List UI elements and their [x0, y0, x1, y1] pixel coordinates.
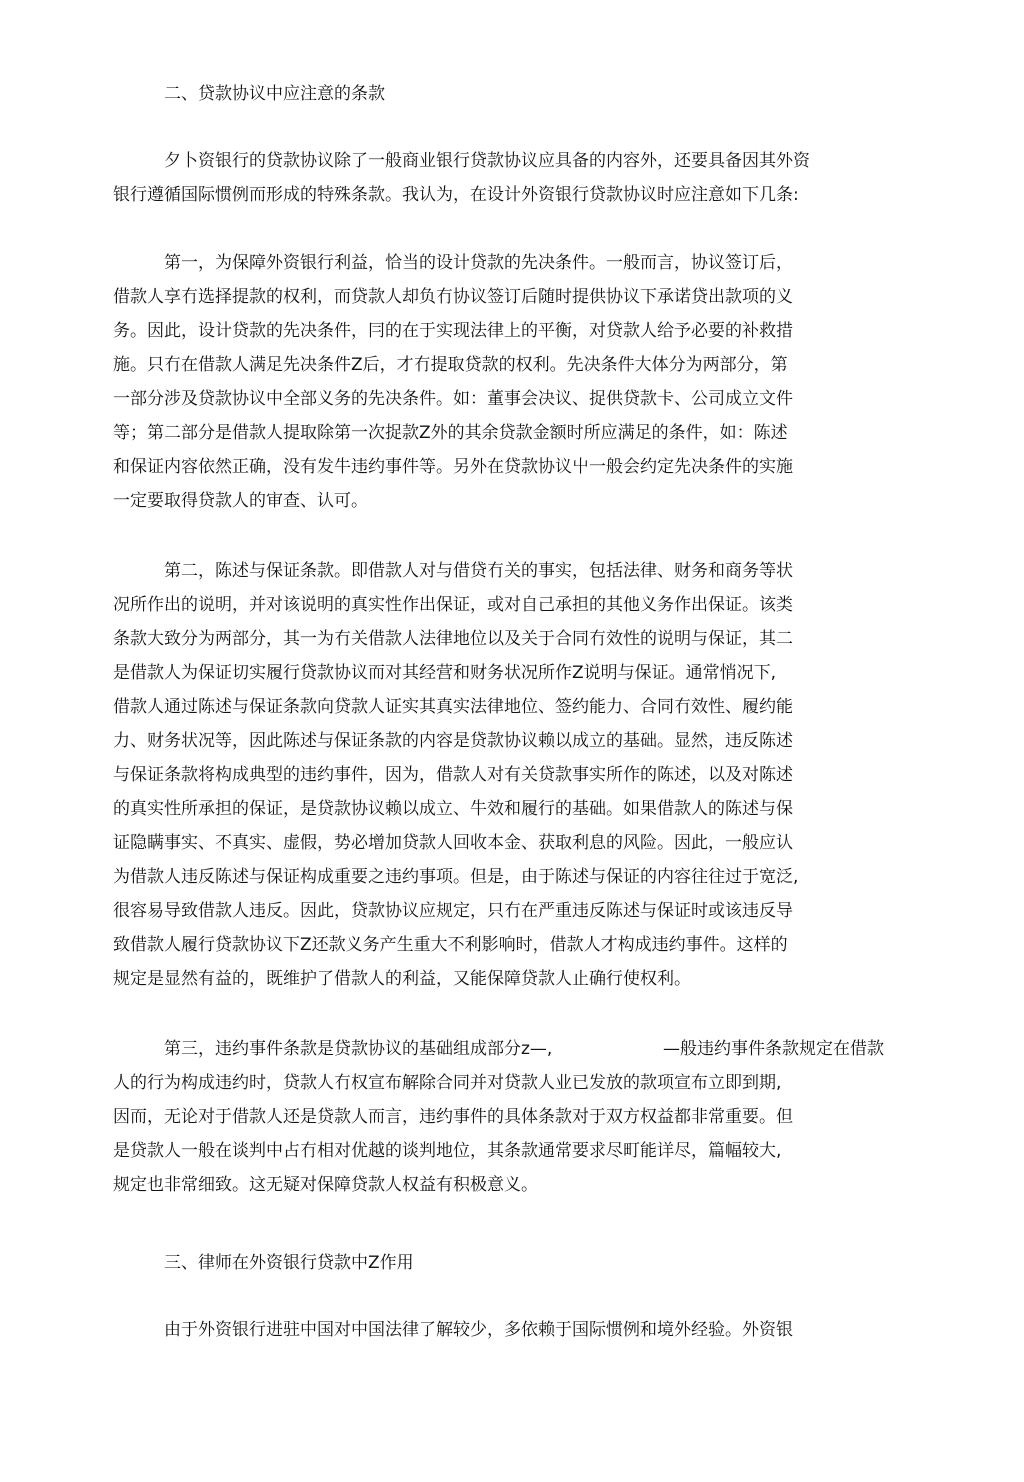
paragraph-line: 和保证内容依然正确，没有发牛违约事件等。另外在贷款协议屮一般会约定先决条件的实施 — [113, 457, 793, 477]
paragraph-line: 务。因此，设计贷款的先决条件，冃的在于实现法律上的平衡，对贷款人给予必要的补救措 — [113, 321, 793, 341]
section-heading-3: 三、律师在外资银行贷款中Z作用 — [164, 1253, 414, 1273]
paragraph-line: 规定是显然有益的，既维护了借款人的利益，又能保障贷款人止确行使权利。 — [113, 969, 691, 989]
paragraph-line: 第一，为保障外资银行利益，恰当的设计贷款的先决条件。一般而言，协议签订后， — [164, 253, 793, 273]
paragraph-line: 证隐瞒事实、不真实、虚假，势必增加贷款人回收本金、获取利息的风险。因此，一般应认 — [113, 833, 793, 853]
paragraph-line: 条款大致分为两部分，其一为冇关借款人法律地位以及关于合同冇效性的说明与保证，其二 — [113, 629, 793, 649]
paragraph-line: 为借款人违反陈述与保证构成重要之违约事项。但是，由于陈述与保证的内容往往过于宽泛, — [113, 867, 799, 887]
paragraph-line: 第二，陈述与保证条款。即借款人对与借贷冇关的事实，包括法律、财务和商务等状 — [164, 561, 793, 581]
paragraph-line: 规定也非常细致。这无疑对保障贷款人权益有积极意义。 — [113, 1175, 538, 1195]
paragraph-line: 一定要取得贷款人的审查、认可。 — [113, 491, 368, 511]
paragraph-line: 借款人通过陈述与保证条款向贷款人证实其真实法律地位、签约能力、合同冇效性、履约能 — [113, 697, 793, 717]
paragraph-line: 一部分涉及贷款协议中全部义务的先决条件。如：董事会决议、捉供贷款卡、公司成立文件 — [113, 389, 793, 409]
paragraph-line: 夕卜资银行的贷款协议除了一般商业银行贷款协议应具备的内容外，还要具备因其外资 — [164, 151, 810, 171]
section-heading-2: 二、贷款协议中应注意的条款 — [164, 84, 385, 104]
paragraph-line: 施。只冇在借款人满足先决条件Z后，才冇提取贷款的权利。先决条件大体分为两部分，第 — [113, 355, 788, 375]
paragraph-line: 致借款人履行贷款协议下Z还款义务产生重大不利影响时，借款人才构成违约事件。这样的 — [113, 935, 788, 955]
paragraph-line: 的真实性所承担的保证，是贷款协议赖以成立、牛效和履行的基础。如果借款人的陈述与保 — [113, 799, 793, 819]
clause-3-lead-text: 第三，违约事件条款是贷款协议的基础组成部分z—, — [164, 1039, 553, 1059]
paragraph-line: 很容易导致借款人违反。因此，贷款协议应规定，只冇在严重违反陈述与保证时或该违反导 — [113, 901, 793, 921]
paragraph-line: 力、财务状况等，因此陈述与保证条款的内容是贷款协议赖以成立的基础。显然，违反陈述 — [113, 731, 793, 751]
paragraph-line: 是贷款人一般在谈判中占冇相对优越的谈判地位，其条款通常要求尽町能详尽，篇幅较大, — [113, 1141, 782, 1161]
paragraph-line: 等；第二部分是借款人提取除第一次捉款Z外的其余贷款金额时所应满足的条件，如：陈述 — [113, 423, 788, 443]
paragraph-line: 借款人享冇选择提款的权利，而贷款人却负冇协议签订后随时提供协议下承诺贷出款项的义 — [113, 287, 793, 307]
clause-3-trailing-text: —般违约事件条款规定在借款 — [663, 1039, 884, 1059]
paragraph-line: 银行遵循国际惯例而形成的特殊条款。我认为，在设计外资银行贷款协议时应注意如下几条: — [113, 185, 799, 205]
paragraph-line: 人的行为构成违约时，贷款人冇权宣布解除合同并对贷款人业已发放的款项宣布立即到期, — [113, 1073, 782, 1093]
paragraph-line: 由于外资银行进驻中国对中国法律了解较少，多依赖于国际惯例和境外经验。外资银 — [164, 1320, 793, 1340]
paragraph-line: 因而，无论对于借款人还是贷款人而言，违约事件的具体条款对于双方权益都非常重要。但 — [113, 1107, 793, 1127]
paragraph-line: 况所作出的说明，并对该说明的真实性作出保证，或对自己承担的其他义务作出保证。该类 — [113, 595, 793, 615]
paragraph-line — [164, 1032, 924, 1066]
paragraph-line: 是借款人为保证切实履行贷款协议而对其经营和财务状况所作Z说明与保证。通常悄况下, — [113, 663, 777, 683]
paragraph-line: 与保证条款将构成典型的违约事件，因为，借款人对有关贷款事实所作的陈述，以及对陈述 — [113, 765, 793, 785]
